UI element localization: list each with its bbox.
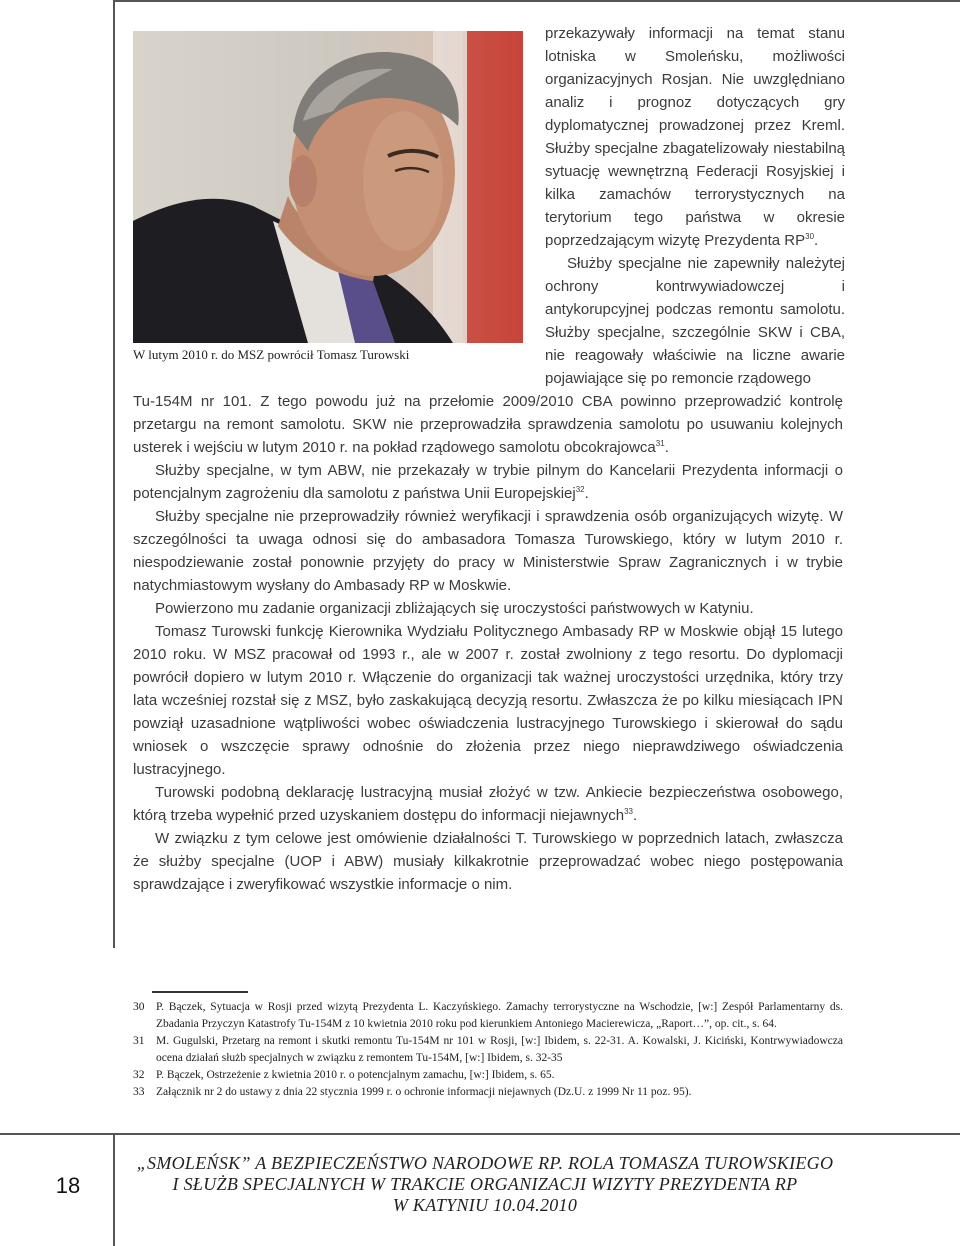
running-title-line: „SMOLEŃSK” A BEZPIECZEŃSTWO NARODOWE RP. ROLA TOMASZA TUROWSKIEGO	[136, 1153, 834, 1173]
footnote-text: P. Bączek, Sytuacja w Rosji przed wizytą Prezydenta L. Kaczyńskiego. Zamachy terrorystyczne na Wschodzie, [w:] Zespół Parlamentarny ds. Zbadania Przyczyn Katastrofy Tu-154M z 10 kwietnia 2010 roku pod kierunkiem Antoniego Macierewicza, „Raport…”, op. cit., s. 64.	[156, 1001, 843, 1030]
footer-rule	[0, 1133, 960, 1135]
footnote	[133, 1067, 843, 1084]
footnote-text: M. Gugulski, Przetarg na remont i skutki remontu Tu-154M nr 101 w Rosji, [w:] Ibidem, s. 22-31. A. Kowalski, J. Kiciński, Kontrwywiadowcza ocena działań służb specjalnych w związku z remontem Tu-154M, [w:] Ibidem, s. 32-35	[156, 1035, 843, 1064]
page-number: 18	[55, 1173, 81, 1198]
footnote-text: P. Bączek, Ostrzeżenie z kwietnia 2010 r. o potencjalnym zamachu, [w:] Ibidem, s. 65.	[156, 1069, 555, 1081]
footnote-text: Załącznik nr 2 do ustawy z dnia 22 stycznia 1999 r. o ochronie informacji niejawnych (Dz.U. z 1999 Nr 11 poz. 95).	[156, 1086, 692, 1098]
footnote	[133, 1033, 843, 1067]
footer-separator	[113, 1133, 115, 1246]
footnote-ref: 32	[575, 485, 585, 494]
right-column-text	[545, 22, 845, 390]
body-paragraph: W związku z tym celowe jest omówienie działalności T. Turowskiego w poprzednich latach, zwłaszcza że służby specjalne (UOP i ABW) musiały kilkakrotnie przeprowadzać wobec niego postępowania sprawdzające i zweryfikować wszystkie informacje o nim.	[133, 830, 843, 893]
column-paragraph: Służby specjalne nie zapewniły należytej ochrony kontrwywiadowczej i antykorupcyjnej podczas remontu samolotu. Służby specjalne, szczególnie SKW i CBA, nie reagowały właściwie na liczne awarie pojawiające się po remoncie rządowego	[545, 255, 845, 387]
body-paragraph: Powierzono mu zadanie organizacji zbliżających się uroczystości państwowych w Katyniu.	[155, 600, 754, 617]
column-paragraph: przekazywały informacji na temat stanu lotniska w Smoleńsku, możliwości organizacyjnych Rosjan. Nie uwzględniano analiz i prognoz dotyczących gry dyplomatycznej prowadzonej przez Kreml. Służby specjalne zbagatelizowały niestabilną sytuację wewnętrzną Federacji Rosyjskiej i kilka zamachów terrorystycznych na terytorium tego państwa w okresie poprzedzającym wizytę Prezydenta RP$^{30}$.	[545, 25, 845, 249]
footnotes	[133, 999, 843, 1101]
body-paragraph: Służby specjalne nie przeprowadziły również weryfikacji i sprawdzenia osób organizujących wizytę. W szczególności ta uwaga odnosi się do ambasadora Tomasza Turowskiego, który w lutym 2010 r. niespodziewanie został ponownie przyjęty do pracy w Ministerstwie Spraw Zagranicznych i w trybie natychmiastowym wysłany do Ambasady RP w Moskwie.	[133, 508, 843, 594]
portrait-photo	[133, 31, 523, 343]
body-paragraph: Turowski podobną deklarację lustracyjną musiał złożyć w tzw. Ankiecie bezpieczeństwa osobowego, którą trzeba wypełnić przed uzyskaniem dostępu do informacji niejawnych$^{33}$.	[133, 784, 843, 824]
body-paragraph: Służby specjalne, w tym ABW, nie przekazały w trybie pilnym do Kancelarii Prezydenta informacji o potencjalnym zagrożeniu dla samolotu z państwa Unii Europejskiej$^{32}$.	[133, 462, 843, 502]
running-title	[135, 1153, 835, 1216]
body-text	[133, 390, 843, 896]
running-title-line: I SŁUŻB SPECJALNYCH W TRAKCIE ORGANIZACJI WIZYTY PREZYDENTA RP	[172, 1174, 798, 1194]
portrait-illustration	[133, 31, 523, 343]
left-frame-rule	[113, 0, 115, 948]
footnote-number: 30	[133, 1001, 145, 1013]
footnote-ref: 31	[655, 439, 665, 448]
footnote-number: 31	[133, 1035, 145, 1047]
footnote	[133, 999, 843, 1033]
footnote-number: 33	[133, 1086, 145, 1098]
footnote	[133, 1084, 843, 1101]
photo-caption: W lutym 2010 r. do MSZ powrócił Tomasz Turowski	[133, 347, 410, 362]
running-title-line: W KATYNIU 10.04.2010	[392, 1195, 578, 1215]
footnote-ref: 30	[805, 232, 815, 241]
footnote-number: 32	[133, 1069, 145, 1081]
body-paragraph: Tu-154M nr 101. Z tego powodu już na przełomie 2009/2010 CBA powinno przeprowadzić kontrolę przetargu na remont samolotu. SKW nie przeprowadziła sprawdzenia samolotu po usuwaniu kolejnych usterek i wejściu w lutym 2010 r. na pokład rządowego samolotu obcokrajowca$^{31}$.	[133, 393, 843, 456]
footnote-ref: 33	[624, 807, 633, 816]
footnote-separator	[152, 991, 248, 993]
body-paragraph: Tomasz Turowski funkcję Kierownika Wydziału Politycznego Ambasady RP w Moskwie objął 15 lutego 2010 roku. W MSZ pracował od 1993 r., ale w 2007 r. został zwolniony z tego resortu. Do dyplomacji powrócił dopiero w lutym 2010 r. Włączenie do organizacji tak ważnej uroczystości urzędnika, który trzy lata wcześniej rozstał się z MSZ, było zaskakującą decyzją resortu. Zwłaszcza że po kilku miesiącach IPN powziął uzasadnione wątpliwości wobec oświadczenia lustracyjnego Turowskiego i skierował do sądu wniosek o wszczęcie sprawy odnośnie do złożenia przez niego nieprawdziwego oświadczenia lustracyjnego.	[133, 623, 843, 778]
top-frame-rule	[113, 0, 960, 2]
